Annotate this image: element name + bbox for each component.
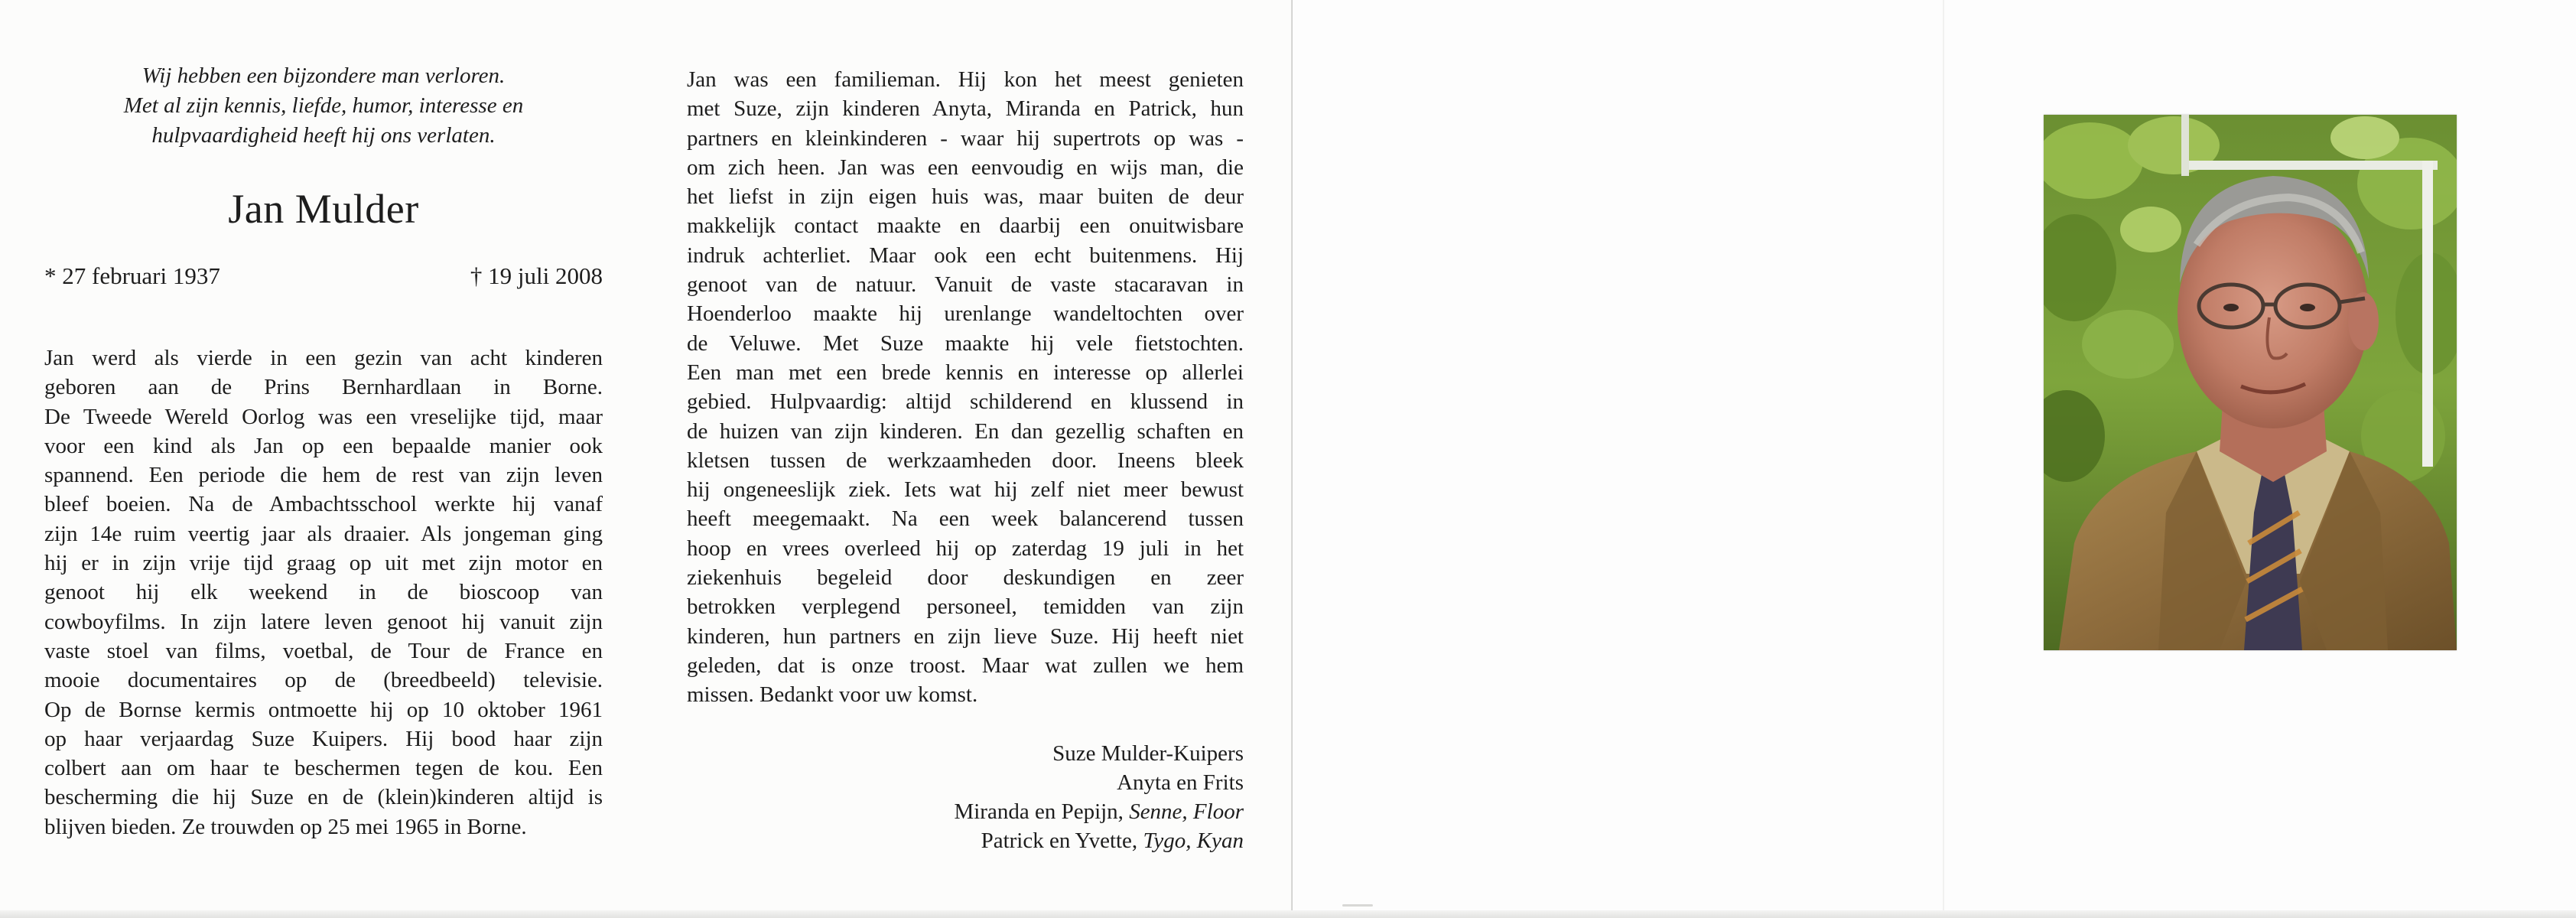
life-dates	[44, 261, 603, 291]
death-date: † 19 juli 2008	[470, 262, 603, 289]
bio-line: geboren aan de Prins Bernhardlaan in Borne.	[44, 375, 603, 400]
tribute-line: de huizen van zijn kinderen. En dan gezellig schaften en	[687, 418, 1244, 444]
tribute-line: om zich heen. Jan was een eenvoudig en wijs man, die	[687, 155, 1244, 180]
signature-line	[687, 739, 1244, 768]
tribute-line: genoot van de natuur. Vanuit de vaste stacaravan in	[687, 272, 1244, 298]
signature-names: Suze Mulder-Kuipers	[1052, 741, 1244, 766]
signature-names: Anyta en Frits	[1117, 770, 1244, 795]
tribute-line: kinderen, hun partners en zijn lieve Suze. Hij heeft niet	[687, 623, 1244, 649]
tribute-line: kletsen tussen de werkzaamheden door. Ineens bleek	[687, 448, 1244, 473]
bio-line: cowboyfilms. In zijn latere leven genoot hij vanuit zijn	[44, 609, 603, 634]
tribute-line: geleden, dat is onze troost. Maar wat zullen we hem	[687, 653, 1244, 678]
tribute-line: partners en kleinkinderen - waar hij supertrots op was -	[687, 125, 1244, 151]
signature-names: Patrick en Yvette,	[981, 828, 1143, 854]
paper-speck	[1342, 904, 1373, 907]
portrait-illustration	[2044, 115, 2457, 650]
intro-line: Met al zijn kennis, liefde, humor, interesse en	[123, 93, 524, 118]
birth-date: * 27 februari 1937	[44, 262, 220, 289]
intro-line: Wij hebben een bijzondere man verloren.	[141, 63, 506, 88]
tribute-line: Een man met een brede kennis en interesse op allerlei	[687, 360, 1244, 385]
bio-line: bescherming die hij Suze en de (klein)kinderen altijd is	[44, 785, 603, 810]
tribute-line: Jan was een familieman. Hij kon het meest genieten	[687, 67, 1244, 92]
tribute-line: ziekenhuis begeleid door deskundigen en zeer	[687, 565, 1244, 591]
tribute-line: het liefst in zijn eigen huis was, maar buiten de deur	[687, 184, 1244, 210]
bio-line: zijn 14e ruim veertig jaar als draaier. Als jongeman ging	[44, 521, 603, 546]
signature-line	[687, 826, 1244, 855]
bio-line: spannend. Een periode die hem de rest van zijn leven	[44, 463, 603, 488]
tribute-line: missen. Bedankt voor uw komst.	[687, 682, 978, 708]
bio-line: op haar verjaardag Suze Kuipers. Hij bood haar zijn	[44, 726, 603, 751]
bio-line: colbert aan om haar te beschermen tegen de kou. Een	[44, 756, 603, 781]
bio-line: bleef boeien. Na de Ambachtsschool werkte hij vanaf	[44, 492, 603, 517]
tribute-line: hij ongeneeslijk ziek. Iets wat hij zelf niet meer bewust	[687, 477, 1244, 503]
tribute-line: makkelijk contact maakte en daarbij een onuitwisbare	[687, 213, 1244, 239]
bio-line: voor een kind als Jan op een bepaalde manier ook	[44, 433, 603, 458]
bio-line: De Tweede Wereld Oorlog was een vreselijke tijd, maar	[44, 404, 603, 429]
tribute-line: hoop en vrees overleed hij op zaterdag 19 juli in het	[687, 536, 1244, 561]
paper-bottom-edge	[0, 910, 2576, 918]
bio-line: vaste stoel van films, voetbal, de Tour de France en	[44, 638, 603, 663]
tribute-line: heeft meegemaakt. Na een week balancerend tussen	[687, 506, 1244, 532]
bio-line: genoot hij elk weekend in de bioscoop van	[44, 580, 603, 605]
bio-line: Jan werd als vierde in een gezin van acht kinderen	[44, 346, 603, 370]
tribute-line: Hoenderloo maakte hij urenlange wandeltochten over	[687, 301, 1244, 327]
first-column	[44, 61, 603, 842]
second-column	[687, 65, 1244, 856]
signature-line	[687, 768, 1244, 797]
tribute-line: met Suze, zijn kinderen Anyta, Miranda en Patrick, hun	[687, 96, 1244, 122]
family-signatures	[687, 739, 1244, 856]
faint-crease	[1943, 0, 1944, 918]
tribute-line: de Veluwe. Met Suze maakte hij vele fietstochten.	[687, 330, 1244, 356]
bio-line: mooie documentaires op de (breedbeeld) televisie.	[44, 668, 603, 693]
signature-line	[687, 797, 1244, 826]
intro-verse	[44, 61, 603, 151]
tribute-text	[687, 65, 1244, 710]
tribute-line: gebied. Hulpvaardig: altijd schilderend en klussend in	[687, 389, 1244, 415]
biography-text	[44, 343, 603, 842]
tribute-line: indruk achterliet. Maar ook een echt buitenmens. Hij	[687, 243, 1244, 268]
signature-children: Tygo, Kyan	[1143, 828, 1244, 854]
bio-line: Op de Bornse kermis ontmoette hij op 10 oktober 1961	[44, 697, 603, 722]
intro-line: hulpvaardigheid heeft hij ons verlaten.	[151, 123, 496, 148]
bio-line: hij er in zijn vrije tijd graag op uit met zijn motor en	[44, 551, 603, 576]
portrait-photo	[2044, 115, 2457, 650]
deceased-name: Jan Mulder	[228, 186, 419, 232]
signature-children: Senne, Floor	[1129, 799, 1244, 825]
signature-names: Miranda en Pepijn,	[954, 799, 1130, 825]
bio-line: blijven bieden. Ze trouwden op 25 mei 1965 in Borne.	[44, 814, 527, 839]
tribute-line: betrokken verplegend personeel, temidden van zijn	[687, 594, 1244, 620]
